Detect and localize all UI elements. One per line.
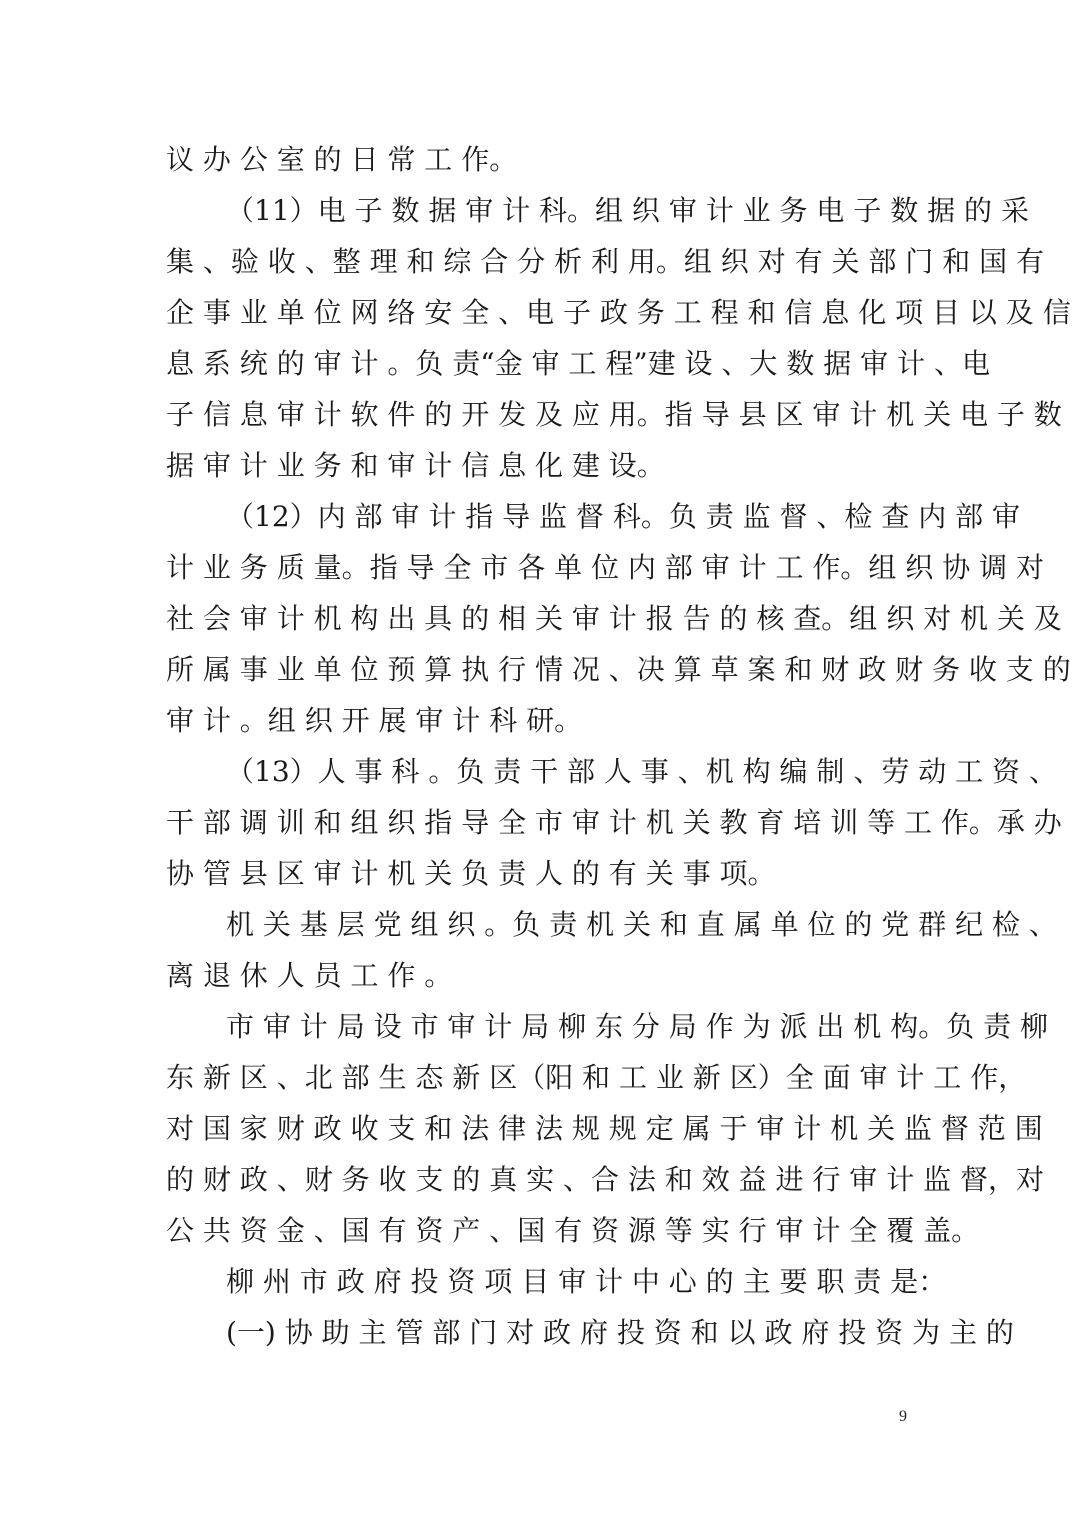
text-line: 柳 州 市 政 府 投 资 项 目 审 计 中 心 的 主 要 职 责 是：	[226, 1265, 947, 1298]
body-text	[166, 134, 1071, 1358]
text-line: 所 属 事 业 单 位 预 算 执 行 情 况 、决 算 草 案 和 财 政 财 务 收 支 的	[166, 653, 1071, 686]
text-line: 议 办 公 室 的 日 常 工 作。	[166, 143, 518, 176]
text-line: 对 国 家 财 政 收 支 和 法 律 法 规 规 定 属 于 审 计 机 关 监 督 范 围	[166, 1112, 1043, 1145]
text-line: （13）人 事 科 。负 责 干 部 人 事 、机 构 编 制 、劳 动 工 资 、	[226, 755, 1057, 788]
text-line: 子 信 息 审 计 软 件 的 开 发 及 应 用。指 导 县 区 审 计 机 关 电 子 数	[166, 398, 1062, 431]
text-line: （12）内 部 审 计 指 导 监 督 科。负 责 监 督 、检 查 内 部 审	[226, 500, 1021, 533]
text-line: 离 退 休 人 员 工 作 。	[166, 959, 453, 992]
text-line: 社 会 审 计 机 构 出 具 的 相 关 审 计 报 告 的 核 查。组 织 对 机 关 及	[166, 602, 1062, 635]
text-line: 协 管 县 区 审 计 机 关 负 责 人 的 有 关 事 项。	[166, 857, 776, 890]
text-line: （11）电 子 数 据 审 计 科。组 织 审 计 业 务 电 子 数 据 的 采	[226, 194, 1029, 227]
text-line: 的 财 政 、财 务 收 支 的 真 实 、合 法 和 效 益 进 行 审 计 监 督，对	[166, 1163, 1045, 1196]
text-line: 集 、验 收 、整 理 和 综 合 分 析 利 用。组 织 对 有 关 部 门 和 国 有	[166, 245, 1045, 278]
text-line: 市 审 计 局 设 市 审 计 局 柳 东 分 局 作 为 派 出 机 构。负 责 柳	[226, 1010, 1049, 1043]
text-line: 公 共 资 金 、国 有 资 产 、国 有 资 源 等 实 行 审 计 全 覆 盖。	[166, 1214, 980, 1247]
text-line: 干 部 调 训 和 组 织 指 导 全 市 审 计 机 关 教 育 培 训 等 工 作。承 办	[166, 806, 1062, 839]
page-number: 9	[899, 1408, 907, 1425]
text-line: 机 关 基 层 党 组 织 。负 责 机 关 和 直 属 单 位 的 党 群 纪 检 、	[226, 908, 1057, 941]
text-line: 据 审 计 业 务 和 审 计 信 息 化 建 设。	[166, 449, 665, 482]
text-line: 息 系 统 的 审 计 。负 责“金 审 工 程”建 设 、大 数 据 审 计 、电	[166, 347, 990, 380]
text-line: (一) 协 助 主 管 部 门 对 政 府 投 资 和 以 政 府 投 资 为 主 的	[226, 1316, 1014, 1349]
text-line: 企 事 业 单 位 网 络 安 全 、电 子 政 务 工 程 和 信 息 化 项 目 以 及 信	[166, 296, 1071, 329]
text-line: 计 业 务 质 量。指 导 全 市 各 单 位 内 部 审 计 工 作。组 织 协 调 对	[166, 551, 1045, 584]
text-line: 审 计 。组 织 开 展 审 计 科 研。	[166, 704, 583, 737]
text-line: 东 新 区 、北 部 生 态 新 区（阳 和 工 业 新 区）全 面 审 计 工 作，	[166, 1061, 1027, 1094]
